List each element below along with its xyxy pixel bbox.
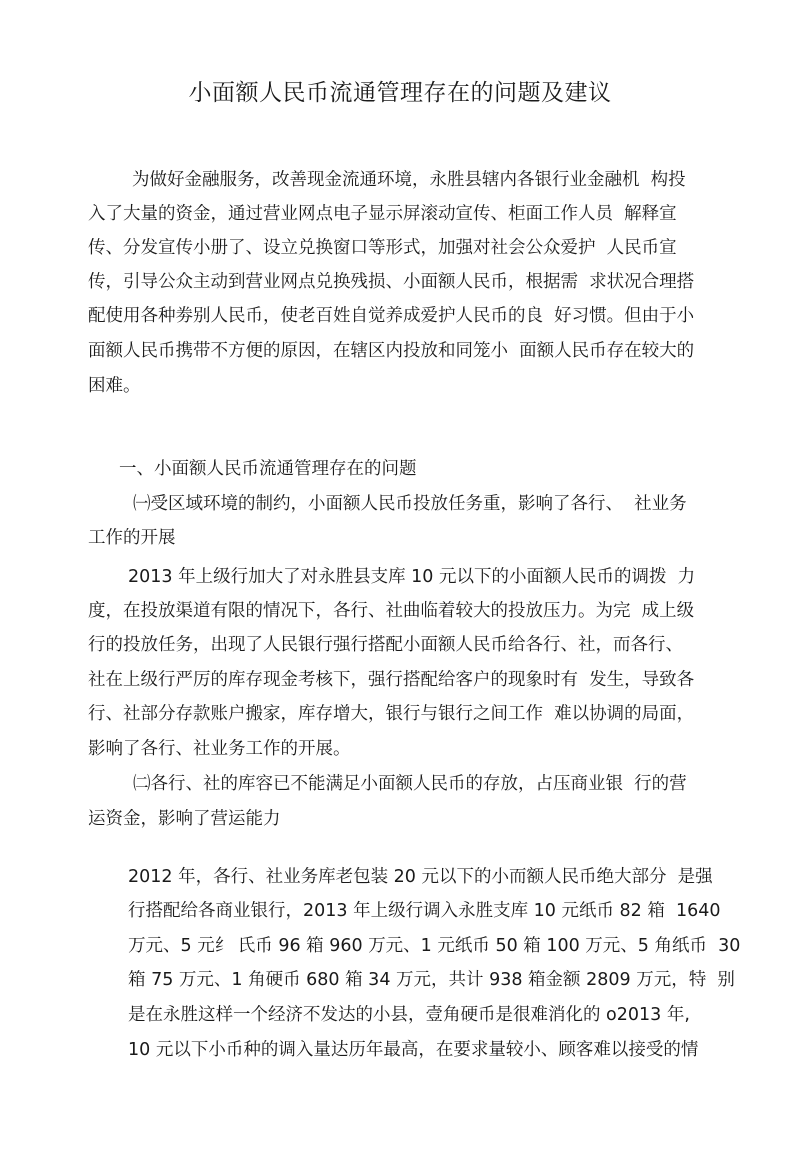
paragraph-line: 配使用各种劵别人民币，使老百姓自觉养成爱护人民币的良 好习惯。但由于小: [88, 306, 695, 326]
section-heading: 一、小面额人民币流通管理存在的问题: [119, 459, 417, 479]
paragraph-line: 为做好金融服务，改善现金流通环境，永胜县辖内各银行业金融机 构投: [132, 170, 686, 190]
paragraph-line: 传，引导公众主动到营业网点兑换残损、小面额人民币，根据需 求状况合理搭: [88, 272, 695, 292]
document-title: 小面额人民币流通管理存在的问题及建议: [188, 80, 612, 106]
subsection-heading: 工作的开展: [88, 528, 176, 548]
paragraph-line: 行的投放任务，出现了人民银行强行搭配小面额人民币给各行、社，而各行、: [88, 635, 683, 655]
subsection-heading: ㈠受区域环境的制约，小面额人民币投放任务重，影响了各行、 社业务: [133, 494, 687, 514]
paragraph-line: 行搭配给各商业银行，2013 年上级行调入永胜支库 10 元纸币 82 箱 1640: [128, 901, 721, 921]
paragraph-line: 行、社部分存款账户搬家，库存增大，银行与银行之间工作 难以协调的局面，: [88, 704, 695, 724]
paragraph-line: 是在永胜这样一个经济不发达的小县，壹角硬币是很难消化的 o2013 年,: [128, 1005, 690, 1025]
subsection-heading: 运资金，影响了营运能力: [88, 809, 281, 829]
paragraph-line: 2012 年，各行、社业务库老包装 20 元以下的小而额人民币绝大部分 是强: [128, 867, 713, 887]
subsection-heading: ㈡各行、社的库容已不能满足小面额人民币的存放，占压商业银 行的营: [133, 774, 687, 794]
paragraph-line: 面额人民币携带不方便的原因，在辖区内投放和同笼小 面额人民币存在较大的: [88, 341, 695, 361]
paragraph-line: 度，在投放渠道有限的情况下，各行、社曲临着较大的投放压力。为完 成上级: [88, 601, 695, 621]
paragraph-line: 入了大量的资金，通过营业网点电子显示屏滚动宣传、柜面工作人员 解释宣: [88, 204, 677, 224]
paragraph-line: 传、分发宣传小册了、设立兑换窗口等形式，加强对社会公众爱护 人民币宣: [88, 238, 677, 258]
paragraph-line: 影响了各行、社业务工作的开展。: [88, 739, 351, 759]
paragraph-line: 10 元以下小币种的调入量达历年最高，在要求量较小、顾客难以接受的情: [128, 1040, 699, 1060]
paragraph-line: 困难。: [88, 376, 141, 396]
paragraph-line: 箱 75 万元、1 角硬币 680 箱 34 万元，共计 938 箱金额 2809 万元，特 别: [128, 970, 735, 990]
paragraph-line: 万元、5 元纟 氏币 96 箱 960 万元、1 元纸币 50 箱 100 万元、5 角纸币 30: [128, 936, 741, 956]
paragraph-line: 2013 年上级行加大了对永胜县支库 10 元以下的小面额人民币的调拨 力: [128, 567, 696, 587]
paragraph-line: 社在上级行严厉的库存现金考核下，强行搭配给客户的现象时有 发生，导致各: [88, 670, 695, 690]
